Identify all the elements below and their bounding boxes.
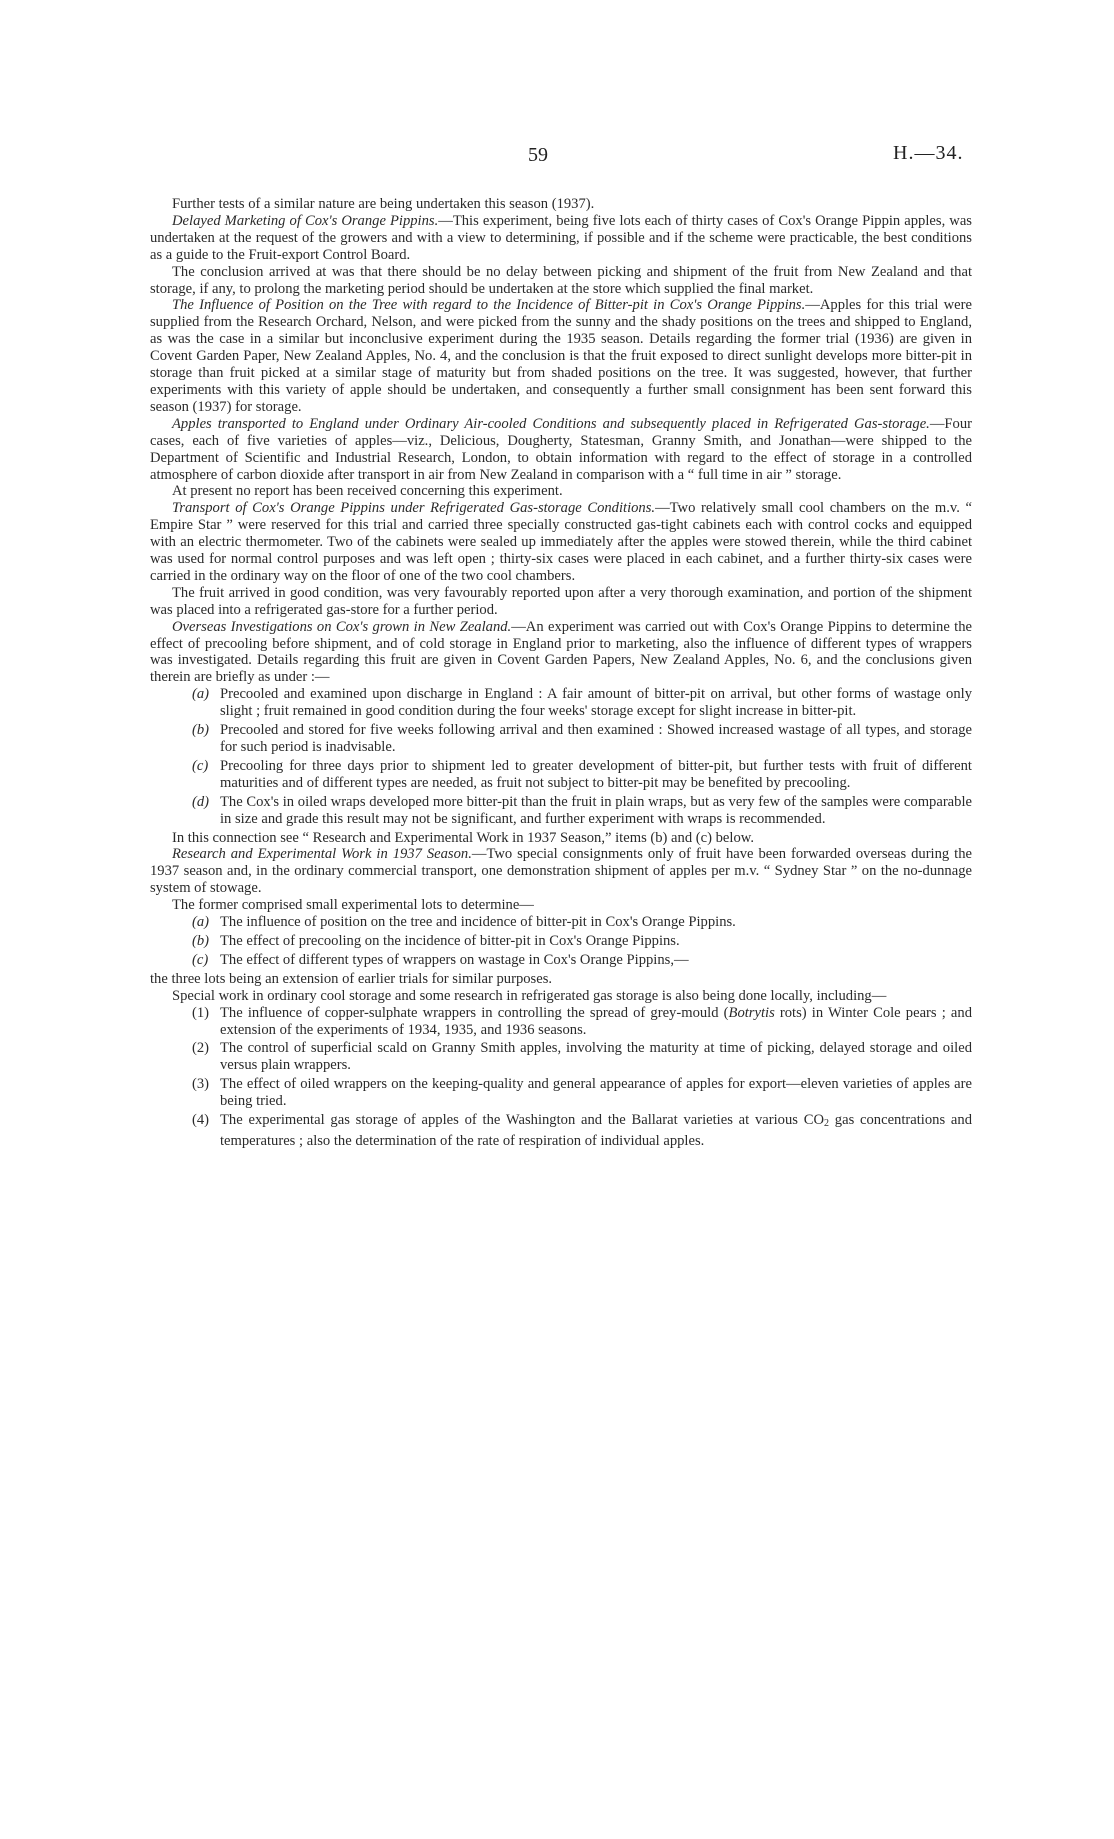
paragraph-conclusion: The conclusion arrived at was that there should be no delay between picking and shipment of the fruit from New Zealand and that storage, if any, to prolong the marketing period should be undertaken at the store which supplied the final market. xyxy=(150,263,972,297)
list-item-text: gas concentrations and temperatures ; also the determination of the rate of respiration of individual apples. xyxy=(220,1112,972,1149)
list-item xyxy=(150,1040,972,1074)
list-item xyxy=(150,914,972,931)
subscript: 2 xyxy=(824,1118,830,1130)
list-item xyxy=(150,952,972,969)
page-number: 59 xyxy=(528,144,548,166)
section-text: —An experiment was carried out with Cox's Orange Pippins to determine the effect of precooling before shipment, and of cold storage in England prior to marketing, also the influence of different types of wrappers was investigated. Details regarding this fruit are given in Covent Garden Papers, New Zealand Apples, No. 6, and the conclusions given therein are briefly as under :— xyxy=(150,618,973,686)
list-marker: (1) xyxy=(192,1004,210,1021)
paragraph-three-lots: the three lots being an extension of earlier trials for similar purposes. xyxy=(150,970,553,987)
list-item-text: The influence of copper-sulphate wrappers in controlling the spread of grey-mould ( xyxy=(220,1004,729,1021)
paragraph-no-report: At present no report has been received concerning this experiment. xyxy=(172,483,563,500)
list-marker: (a) xyxy=(192,686,210,703)
section-heading: The Influence of Position on the Tree with regard to the Incidence of Bitter-pit in Cox's Orange Pippins. xyxy=(172,297,806,314)
paragraph-connection: In this connection see “ Research and Experimental Work in 1937 Season,” items (b) and (c) below. xyxy=(172,829,754,846)
section-overseas-investigations xyxy=(150,619,972,687)
list-item-text: The effect of oiled wrappers on the keeping-quality and general appearance of apples for export—eleven varieties of apples are being tried. xyxy=(220,1076,972,1110)
list-item xyxy=(150,686,972,720)
document-reference: H.—34. xyxy=(893,142,964,164)
section-text: —Two relatively small cool chambers on the m.v. “ Empire Star ” were reserved for this trial and carried three specially constructed gas-tight cabinets each with control cocks and equipped with an electric thermometer. Two of the cabinets were sealed up immediately after the apples were stowed therein, while the third cabinet was used for normal control purposes and was left open ; thirty-six cases were placed in each cabinet, and a further thirty-six cases were carried in the ordinary way on the floor of one of the two cool chambers. xyxy=(150,500,972,584)
list-marker: (a) xyxy=(192,914,210,931)
body-text xyxy=(150,196,972,1152)
list-item xyxy=(150,933,972,950)
section-heading: Overseas Investigations on Cox's grown in New Zealand. xyxy=(172,618,512,635)
experimental-lots-list xyxy=(150,914,972,969)
list-item-text: The effect of different types of wrappers on wastage in Cox's Orange Pippins,— xyxy=(220,951,689,968)
section-research-1937 xyxy=(150,846,972,897)
list-item-text: Precooled and examined upon discharge in England : A fair amount of bitter-pit on arrival, but other forms of wastage only slight ; fruit remained in good condition during the four weeks' storage except for slight increase in bitter-pit. xyxy=(220,686,972,720)
list-item-text: Precooled and stored for five weeks following arrival and then examined : Showed increased wastage of all types, and storage for such period is inadvisable. xyxy=(220,722,972,755)
section-heading: Research and Experimental Work in 1937 Season. xyxy=(172,846,472,863)
list-marker: (c) xyxy=(192,951,209,968)
list-item xyxy=(150,722,972,756)
italic-term: Botrytis xyxy=(728,1004,775,1021)
list-item-text: The Cox's in oiled wraps developed more bitter-pit than the fruit in plain wraps, but as very few of the samples were comparable in size and grade this result may not be significant, and further experiment with wraps is recommended. xyxy=(220,793,972,827)
section-gas-storage-transport xyxy=(150,500,972,585)
section-air-cooled-transport xyxy=(150,416,972,484)
paragraph-former: The former comprised small experimental lots to determine— xyxy=(172,897,534,914)
section-text: —Two special consignments only of fruit have been forwarded overseas during the 1937 season and, in the ordinary commercial transport, one demonstration shipment of apples per m.v. “ Sydney Star ” on the no-dunnage system of stowage. xyxy=(150,846,972,897)
list-item xyxy=(150,1076,972,1110)
list-item-text: rots) in Winter Cole pears ; and extension of the experiments of 1934, 1935, and 1936 seasons. xyxy=(220,1004,973,1038)
list-item-text: The control of superficial scald on Granny Smith apples, involving the maturity at time of picking, delayed storage and oiled versus plain wrappers. xyxy=(220,1040,972,1074)
list-item-text: Precooling for three days prior to shipment led to greater development of bitter-pit, but further tests with fruit of different maturities and of different types are needed, as fruit not subject to bitter-pit may be benefited by precooling. xyxy=(220,757,972,791)
list-marker: (c) xyxy=(192,757,209,774)
local-work-list xyxy=(150,1005,972,1150)
section-delayed-marketing xyxy=(150,213,972,264)
paragraph-fruit-arrived: The fruit arrived in good condition, was very favourably reported upon after a very thorough examination, and portion of the shipment was placed into a refrigerated gas-store for a further period. xyxy=(150,584,972,618)
paragraph-further-tests: Further tests of a similar nature are being undertaken this season (1937). xyxy=(172,196,595,212)
list-marker: (4) xyxy=(192,1112,210,1129)
section-text: —This experiment, being five lots each of thirty cases of Cox's Orange Pippin apples, was undertaken at the request of the growers and with a view to determining, if possible and if the scheme were practicable, the best conditions as a guide to the Fruit-export Control Board. xyxy=(150,212,972,263)
list-marker: (d) xyxy=(192,793,210,810)
overseas-conclusions-list xyxy=(150,686,972,827)
paragraph-special-work: Special work in ordinary cool storage and some research in refrigerated gas storage is also being done locally, including— xyxy=(172,987,887,1004)
section-text: —Apples for this trial were supplied from the Research Orchard, Nelson, and were picked from the sunny and the shady positions on the trees and shipped to England, as was the case in a similar but inconclusive experiment during the 1935 season. Details regarding the former trial (1936) are given in Covent Garden Paper, New Zealand Apples, No. 4, and the conclusion is that the fruit exposed to direct sunlight develops more bitter-pit in storage than fruit picked at a similar stage of maturity but from shaded positions on the tree. It was suggested, however, that further experiments with this variety of apple should be undertaken, and consequently a further small consignment has been sent forward this season (1937) for storage. xyxy=(150,297,972,415)
list-item xyxy=(150,1005,972,1039)
list-item xyxy=(150,794,972,828)
list-item-text: The effect of precooling on the incidence of bitter-pit in Cox's Orange Pippins. xyxy=(220,932,680,949)
list-marker: (3) xyxy=(192,1076,210,1093)
list-item xyxy=(150,758,972,792)
list-marker: (2) xyxy=(192,1040,210,1057)
list-marker: (b) xyxy=(192,932,210,949)
list-item xyxy=(150,1112,972,1150)
section-heading: Apples transported to England under Ordinary Air-cooled Conditions and subsequently placed in Refrigerated Gas-storage. xyxy=(172,415,930,432)
list-item-text: The influence of position on the tree and incidence of bitter-pit in Cox's Orange Pippins. xyxy=(220,914,736,931)
section-text: —Four cases, each of five varieties of apples—viz., Delicious, Dougherty, Statesman, Granny Smith, and Jonathan—were shipped to the Department of Scientific and Industrial Research, London, to obtain information with regard to the effect of storage in a controlled atmosphere of carbon dioxide after transport in air from New Zealand in comparison with a “ full time in air ” storage. xyxy=(150,415,972,483)
list-marker: (b) xyxy=(192,722,210,739)
section-influence-of-position xyxy=(150,297,972,415)
list-item-text: The experimental gas storage of apples of the Washington and the Ballarat varieties at various CO xyxy=(220,1112,825,1129)
section-heading: Transport of Cox's Orange Pippins under Refrigerated Gas-storage Conditions. xyxy=(172,500,656,517)
section-heading: Delayed Marketing of Cox's Orange Pippins. xyxy=(172,212,439,229)
